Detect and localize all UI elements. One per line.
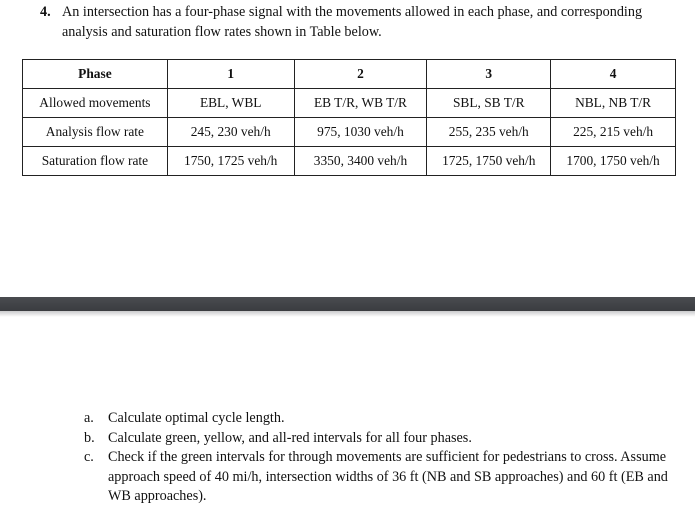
table-header-cell: 2 [294,60,427,89]
table-cell: NBL, NB T/R [551,89,676,118]
subpart-letter: c. [84,449,94,465]
table-cell: SBL, SB T/R [427,89,551,118]
table-cell: EBL, WBL [167,89,294,118]
page-divider-bar [0,297,695,311]
table-header-cell: Phase [23,60,168,89]
signal-phase-table [22,59,676,176]
problem-text: An intersection has a four-phase signal with the movements allowed in each phase, and corresponding analysis and saturation flow rates shown in Table below. [62,4,643,40]
subpart-text: Calculate green, yellow, and all-red intervals for all four phases. [108,429,472,446]
table-cell: 255, 235 veh/h [427,118,551,147]
subpart-text: Check if the green intervals for through movements are sufficient for pedestrians to cross. Assume approach speed of 40 mi/h, intersection widths of 36 ft (NB and SB approaches) and 60 ft (EB and WB approaches). [108,449,668,504]
subparts-list [84,409,674,507]
list-item [84,448,674,507]
table-row [23,118,676,147]
table-cell: 1700, 1750 veh/h [551,147,676,176]
table-row [23,89,676,118]
table-row-label: Analysis flow rate [23,118,168,147]
table-header-cell: 3 [427,60,551,89]
table-cell: 3350, 3400 veh/h [294,147,427,176]
table-row-label: Allowed movements [23,89,168,118]
table-cell: EB T/R, WB T/R [294,89,427,118]
table-cell: 1750, 1725 veh/h [167,147,294,176]
table-header-cell: 4 [551,60,676,89]
table-cell: 245, 230 veh/h [167,118,294,147]
table-cell: 1725, 1750 veh/h [427,147,551,176]
table-header-cell: 1 [167,60,294,89]
table-row [23,147,676,176]
subpart-text: Calculate optimal cycle length. [108,410,285,426]
subpart-letter: b. [84,429,95,446]
table-row-label: Saturation flow rate [23,147,168,176]
list-item [84,409,674,429]
table-cell: 225, 215 veh/h [551,118,676,147]
page-divider-shadow [0,311,695,317]
table-cell: 975, 1030 veh/h [294,118,427,147]
subpart-letter: a. [84,410,94,426]
problem-number: 4. [40,4,51,20]
list-item [84,429,674,449]
table-header-row [23,60,676,89]
